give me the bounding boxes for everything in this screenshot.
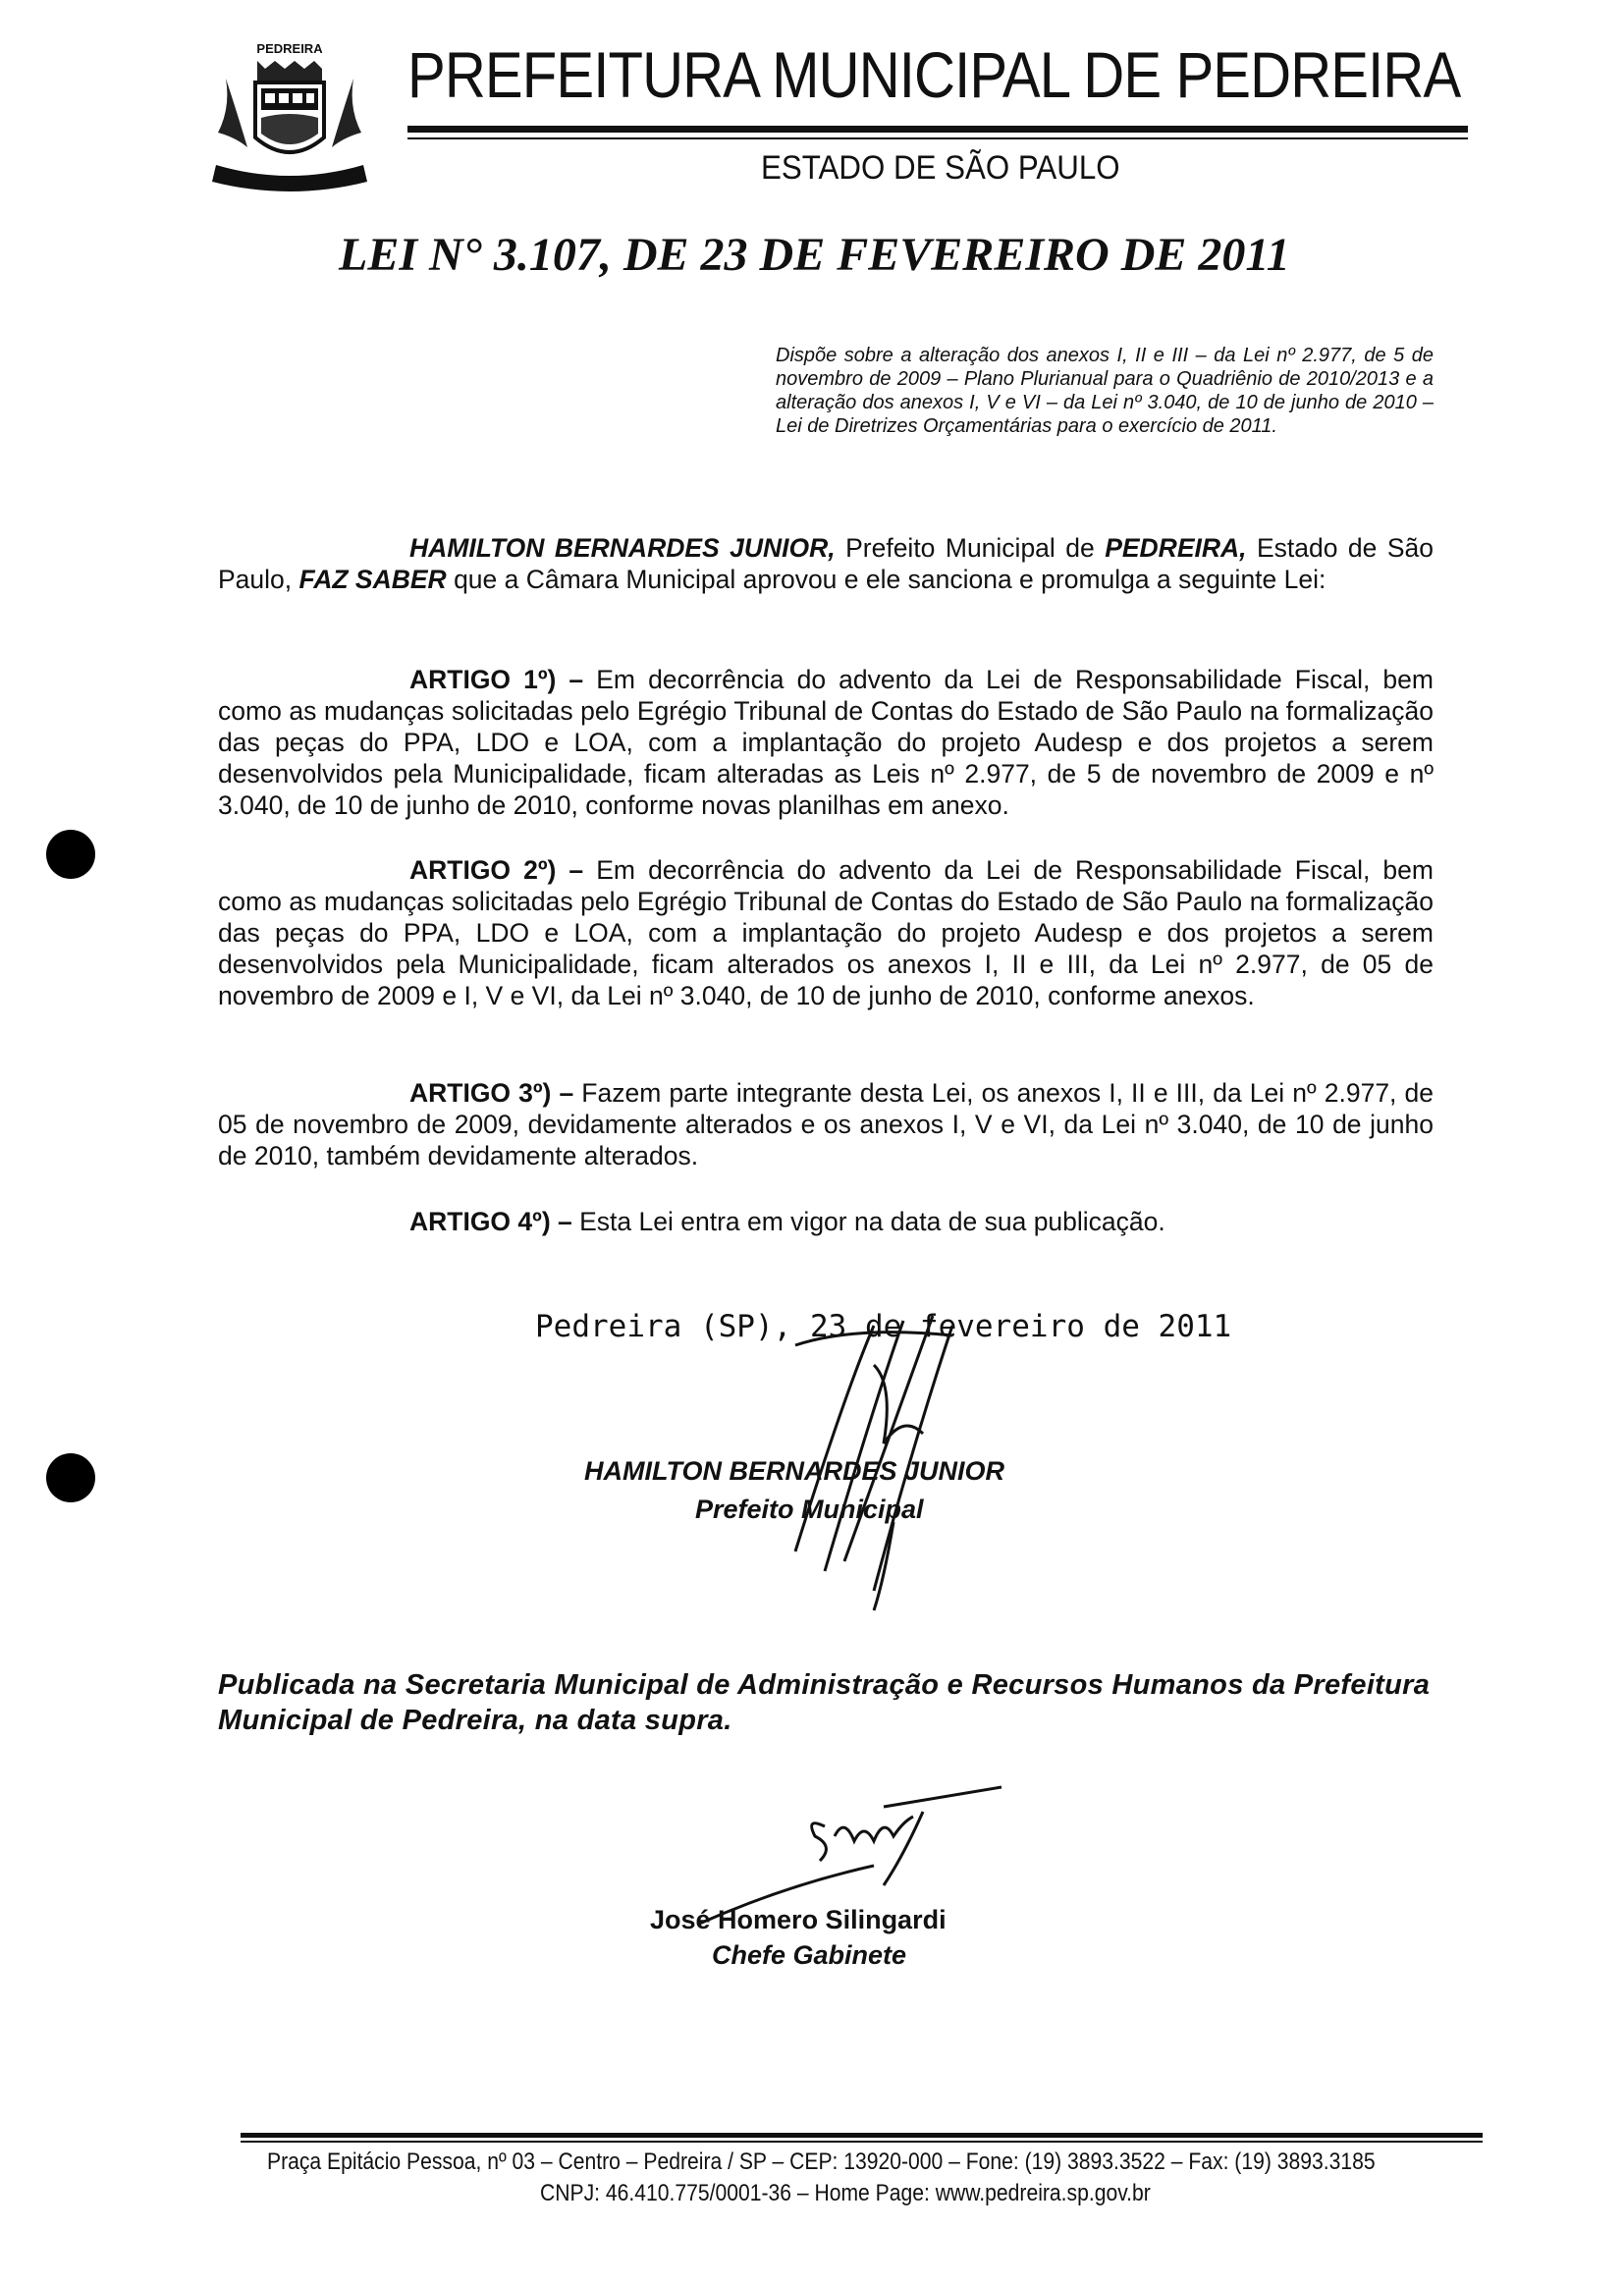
- law-ementa: Dispõe sobre a alteração dos anexos I, II e III – da Lei nº 2.977, de 5 de novembro de 2009 – Plano Plurianual para o Quadriênio de 2010/2013 e a alteração dos anexos I, V e VI – da Lei nº 3.040, de 10 de junho de 2010 – Lei de Diretrizes Orçamentárias para o exercício de 2011.: [776, 345, 1434, 437]
- punch-hole: [46, 830, 95, 879]
- header-subtitle: ESTADO DE SÃO PAULO: [761, 149, 1120, 187]
- header-rule: [407, 126, 1468, 133]
- publication-note: Publicada na Secretaria Municipal de Administração e Recursos Humanos da Prefeitura Municipal de Pedreira, na data supra.: [218, 1669, 1431, 1736]
- article-text: Em decorrência do advento da Lei de Responsabilidade Fiscal, bem como as mudanças solicitadas pelo Egrégio Tribunal de Contas do Estado de São Paulo na formalização das peças do PPA, LDO e LOA, com a implantação do projeto Audesp e dos projetos a serem desenvolvidos pela Municipalidade, ficam alteradas as Leis nº 2.977, de 5 de novembro de 2009 e nº 3.040, de 10 de junho de 2010, conforme novas planilhas em anexo.: [218, 665, 1434, 820]
- faz-saber: FAZ SABER: [298, 565, 447, 594]
- footer-rule: [241, 2133, 1483, 2138]
- footer-rule-thin: [241, 2141, 1483, 2143]
- header-rule-thin: [407, 137, 1468, 139]
- article-label: ARTIGO 1º) –: [409, 665, 584, 694]
- article-4: [218, 1206, 1434, 1237]
- city-name: PEDREIRA,: [1105, 533, 1247, 563]
- article-label: ARTIGO 4º) –: [409, 1207, 572, 1236]
- preamble-paragraph: HAMILTON BERNARDES JUNIOR, Prefeito Municipal de PEDREIRA, Estado de São Paulo, FAZ SABER que a Câmara Municipal aprovou e ele sanciona e promulga a seguinte Lei:: [218, 533, 1434, 594]
- article-1: [218, 664, 1434, 821]
- signer-name: HAMILTON BERNARDES JUNIOR: [584, 1456, 1005, 1486]
- municipal-crest-icon: [206, 39, 373, 201]
- signer-role: Prefeito Municipal: [695, 1495, 924, 1524]
- article-label: ARTIGO 2º) –: [409, 855, 584, 885]
- article-text: Em decorrência do advento da Lei de Responsabilidade Fiscal, bem como as mudanças solicitadas pelo Egrégio Tribunal de Contas do Estado de São Paulo na formalização das peças do PPA, LDO e LOA, com a implantação do projeto Audesp e dos projetos a serem desenvolvidos pela Municipalidade, ficam alterados os anexos I, II e III, da Lei nº 2.977, de 05 de novembro de 2009 e I, V e VI, da Lei nº 3.040, de 10 de junho de 2010, conforme anexos.: [218, 855, 1434, 1010]
- article-text: Fazem parte integrante desta Lei, os anexos I, II e III, da Lei nº 2.977, de 05 de novembro de 2009, devidamente alterados e os anexos I, V e VI, da Lei nº 3.040, de 10 de junho de 2010, também devidamente alterados.: [218, 1078, 1434, 1170]
- chief-role: Chefe Gabinete: [712, 1940, 907, 1970]
- article-3: [218, 1077, 1434, 1171]
- footer-cnpj: CNPJ: 46.410.775/0001-36 – Home Page: www.pedreira.sp.gov.br: [540, 2180, 1151, 2206]
- footer-address: Praça Epitácio Pessoa, nº 03 – Centro – Pedreira / SP – CEP: 13920-000 – Fone: (19) 3893.3522 – Fax: (19) 3893.3185: [267, 2148, 1376, 2175]
- mayor-name: HAMILTON BERNARDES JUNIOR,: [409, 533, 836, 563]
- place-date: Pedreira (SP), 23 de fevereiro de 2011: [535, 1309, 1232, 1344]
- law-title: LEI N° 3.107, DE 23 DE FEVEREIRO DE 2011: [339, 229, 1290, 281]
- article-2: [218, 854, 1434, 1011]
- chief-name: José Homero Silingardi: [650, 1905, 947, 1934]
- article-label: ARTIGO 3º) –: [409, 1078, 574, 1108]
- crest-text: PEDREIRA: [256, 41, 323, 56]
- article-text: Esta Lei entra em vigor na data de sua publicação.: [571, 1207, 1165, 1236]
- header-title: PREFEITURA MUNICIPAL DE PEDREIRA: [407, 38, 1461, 111]
- punch-hole: [46, 1453, 95, 1502]
